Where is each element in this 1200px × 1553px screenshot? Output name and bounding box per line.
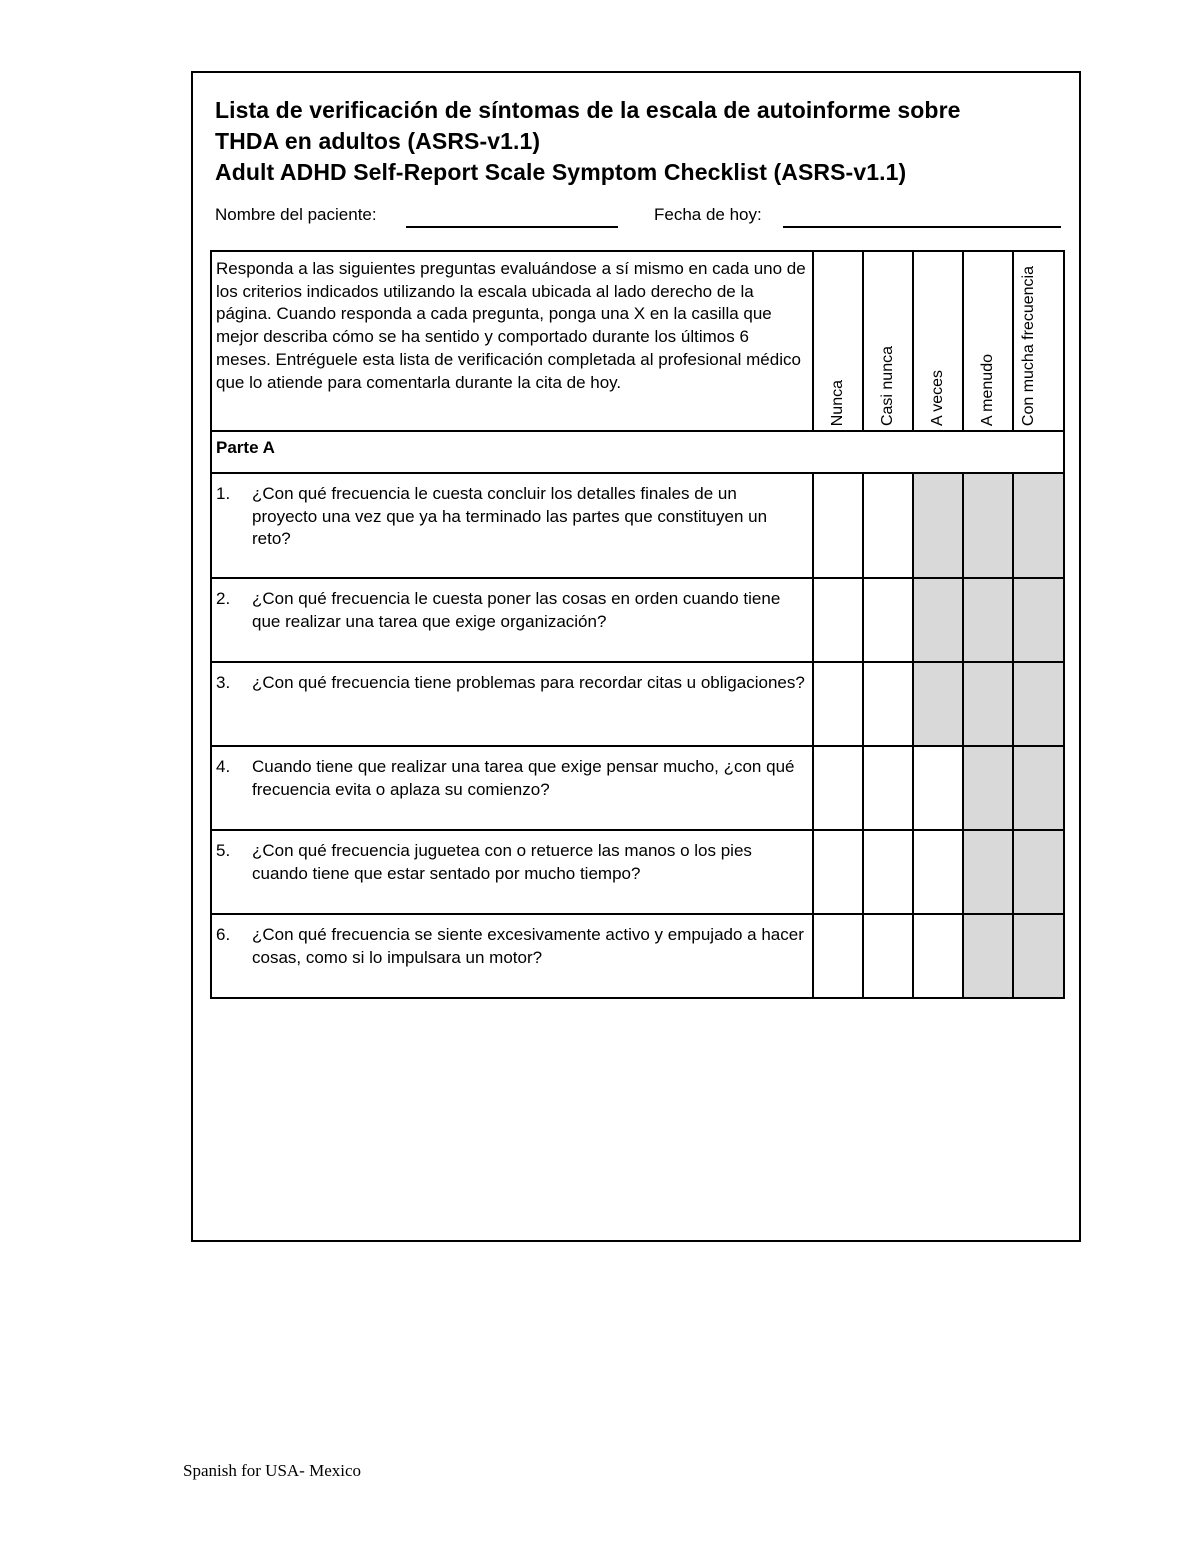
question-cell [211,746,813,830]
date-field[interactable] [783,226,1061,228]
scale-label: A menudo [979,353,996,426]
answer-checkbox[interactable] [913,662,963,746]
question-number: 1. [216,484,231,503]
answer-checkbox[interactable] [963,578,1013,662]
scale-header-casi-nunca [863,251,913,431]
instructions: Responda a las siguientes preguntas evaluándose a sí mismo en cada uno de los criterios indicados utilizando la escala ubicada al lado derecho de la página. Cuando responda a cada pregunta, ponga una X en la casilla que mejor describa cómo se ha sentido y comportado durante los últimos 6 meses. Entréguele esta lista de verificación completada al profesional médico que lo atiende para comentarla durante la cita de hoy. [211,251,813,431]
patient-name-field[interactable] [406,226,618,228]
part-a-row [211,431,1064,473]
answer-checkbox[interactable] [1013,746,1064,830]
question-text: ¿Con qué frecuencia juguetea con o retuerce las manos o los pies cuando tiene que estar sentado por mucho tiempo? [252,841,752,883]
answer-checkbox[interactable] [913,914,963,998]
scale-label: Casi nunca [879,345,896,426]
answer-checkbox[interactable] [813,578,863,662]
answer-checkbox[interactable] [1013,662,1064,746]
scale-header-con-mucha-frecuencia [1013,251,1064,431]
answer-checkbox[interactable] [863,746,913,830]
scale-header-nunca [813,251,863,431]
question-text: ¿Con qué frecuencia le cuesta concluir los detalles finales de un proyecto una vez que ya ha terminado las partes que constituyen un reto? [252,484,768,549]
page-title [215,95,1075,188]
question-cell [211,830,813,914]
title-line-2: THDA en adultos (ASRS-v1.1) [215,128,541,154]
question-number: 6. [216,925,231,944]
question-row [211,578,1064,662]
question-cell [211,473,813,578]
question-cell [211,662,813,746]
question-text: Cuando tiene que realizar una tarea que exige pensar mucho, ¿con qué frecuencia evita o aplaza su comienzo? [252,757,795,799]
scale-header-a-veces [913,251,963,431]
header-fields [215,203,1061,233]
answer-checkbox[interactable] [863,662,913,746]
answer-checkbox[interactable] [963,662,1013,746]
answer-checkbox[interactable] [913,746,963,830]
question-row [211,830,1064,914]
date-label: Fecha de hoy: [654,205,762,224]
scale-label: Con mucha frecuencia [1019,265,1037,426]
symptom-checklist-table [210,250,1065,999]
answer-checkbox[interactable] [1013,578,1064,662]
answer-checkbox[interactable] [913,578,963,662]
answer-checkbox[interactable] [1013,830,1064,914]
question-number: 4. [216,757,231,776]
question-row [211,662,1064,746]
scale-label: A veces [929,369,946,426]
answer-checkbox[interactable] [813,746,863,830]
answer-checkbox[interactable] [963,914,1013,998]
answer-checkbox[interactable] [863,473,913,578]
question-number: 5. [216,841,231,860]
answer-checkbox[interactable] [1013,473,1064,578]
answer-checkbox[interactable] [813,914,863,998]
part-a-label: Parte A [211,431,1064,473]
patient-name-label: Nombre del paciente: [215,205,377,224]
title-line-3: Adult ADHD Self-Report Scale Symptom Checklist (ASRS-v1.1) [215,159,907,185]
question-text: ¿Con qué frecuencia le cuesta poner las cosas en orden cuando tiene que realizar una tarea que exige organización? [252,589,781,631]
question-number: 3. [216,673,231,692]
question-row [211,473,1064,578]
answer-checkbox[interactable] [1013,914,1064,998]
question-number: 2. [216,589,231,608]
question-cell [211,914,813,998]
answer-checkbox[interactable] [863,914,913,998]
question-cell [211,578,813,662]
question-row [211,914,1064,998]
scale-label: Nunca [829,379,846,426]
answer-checkbox[interactable] [863,830,913,914]
answer-checkbox[interactable] [813,473,863,578]
question-row [211,746,1064,830]
answer-checkbox[interactable] [813,830,863,914]
title-line-1: Lista de verificación de síntomas de la escala de autoinforme sobre [215,97,961,123]
scale-header-a-menudo [963,251,1013,431]
footer-language: Spanish for USA- Mexico [183,1461,362,1480]
answer-checkbox[interactable] [913,830,963,914]
answer-checkbox[interactable] [963,746,1013,830]
header-row [211,251,1064,431]
answer-checkbox[interactable] [963,473,1013,578]
question-text: ¿Con qué frecuencia se siente excesivamente activo y empujado a hacer cosas, como si lo impulsara un motor? [252,925,804,967]
answer-checkbox[interactable] [913,473,963,578]
answer-checkbox[interactable] [963,830,1013,914]
answer-checkbox[interactable] [863,578,913,662]
answer-checkbox[interactable] [813,662,863,746]
question-text: ¿Con qué frecuencia tiene problemas para recordar citas u obligaciones? [252,673,805,692]
